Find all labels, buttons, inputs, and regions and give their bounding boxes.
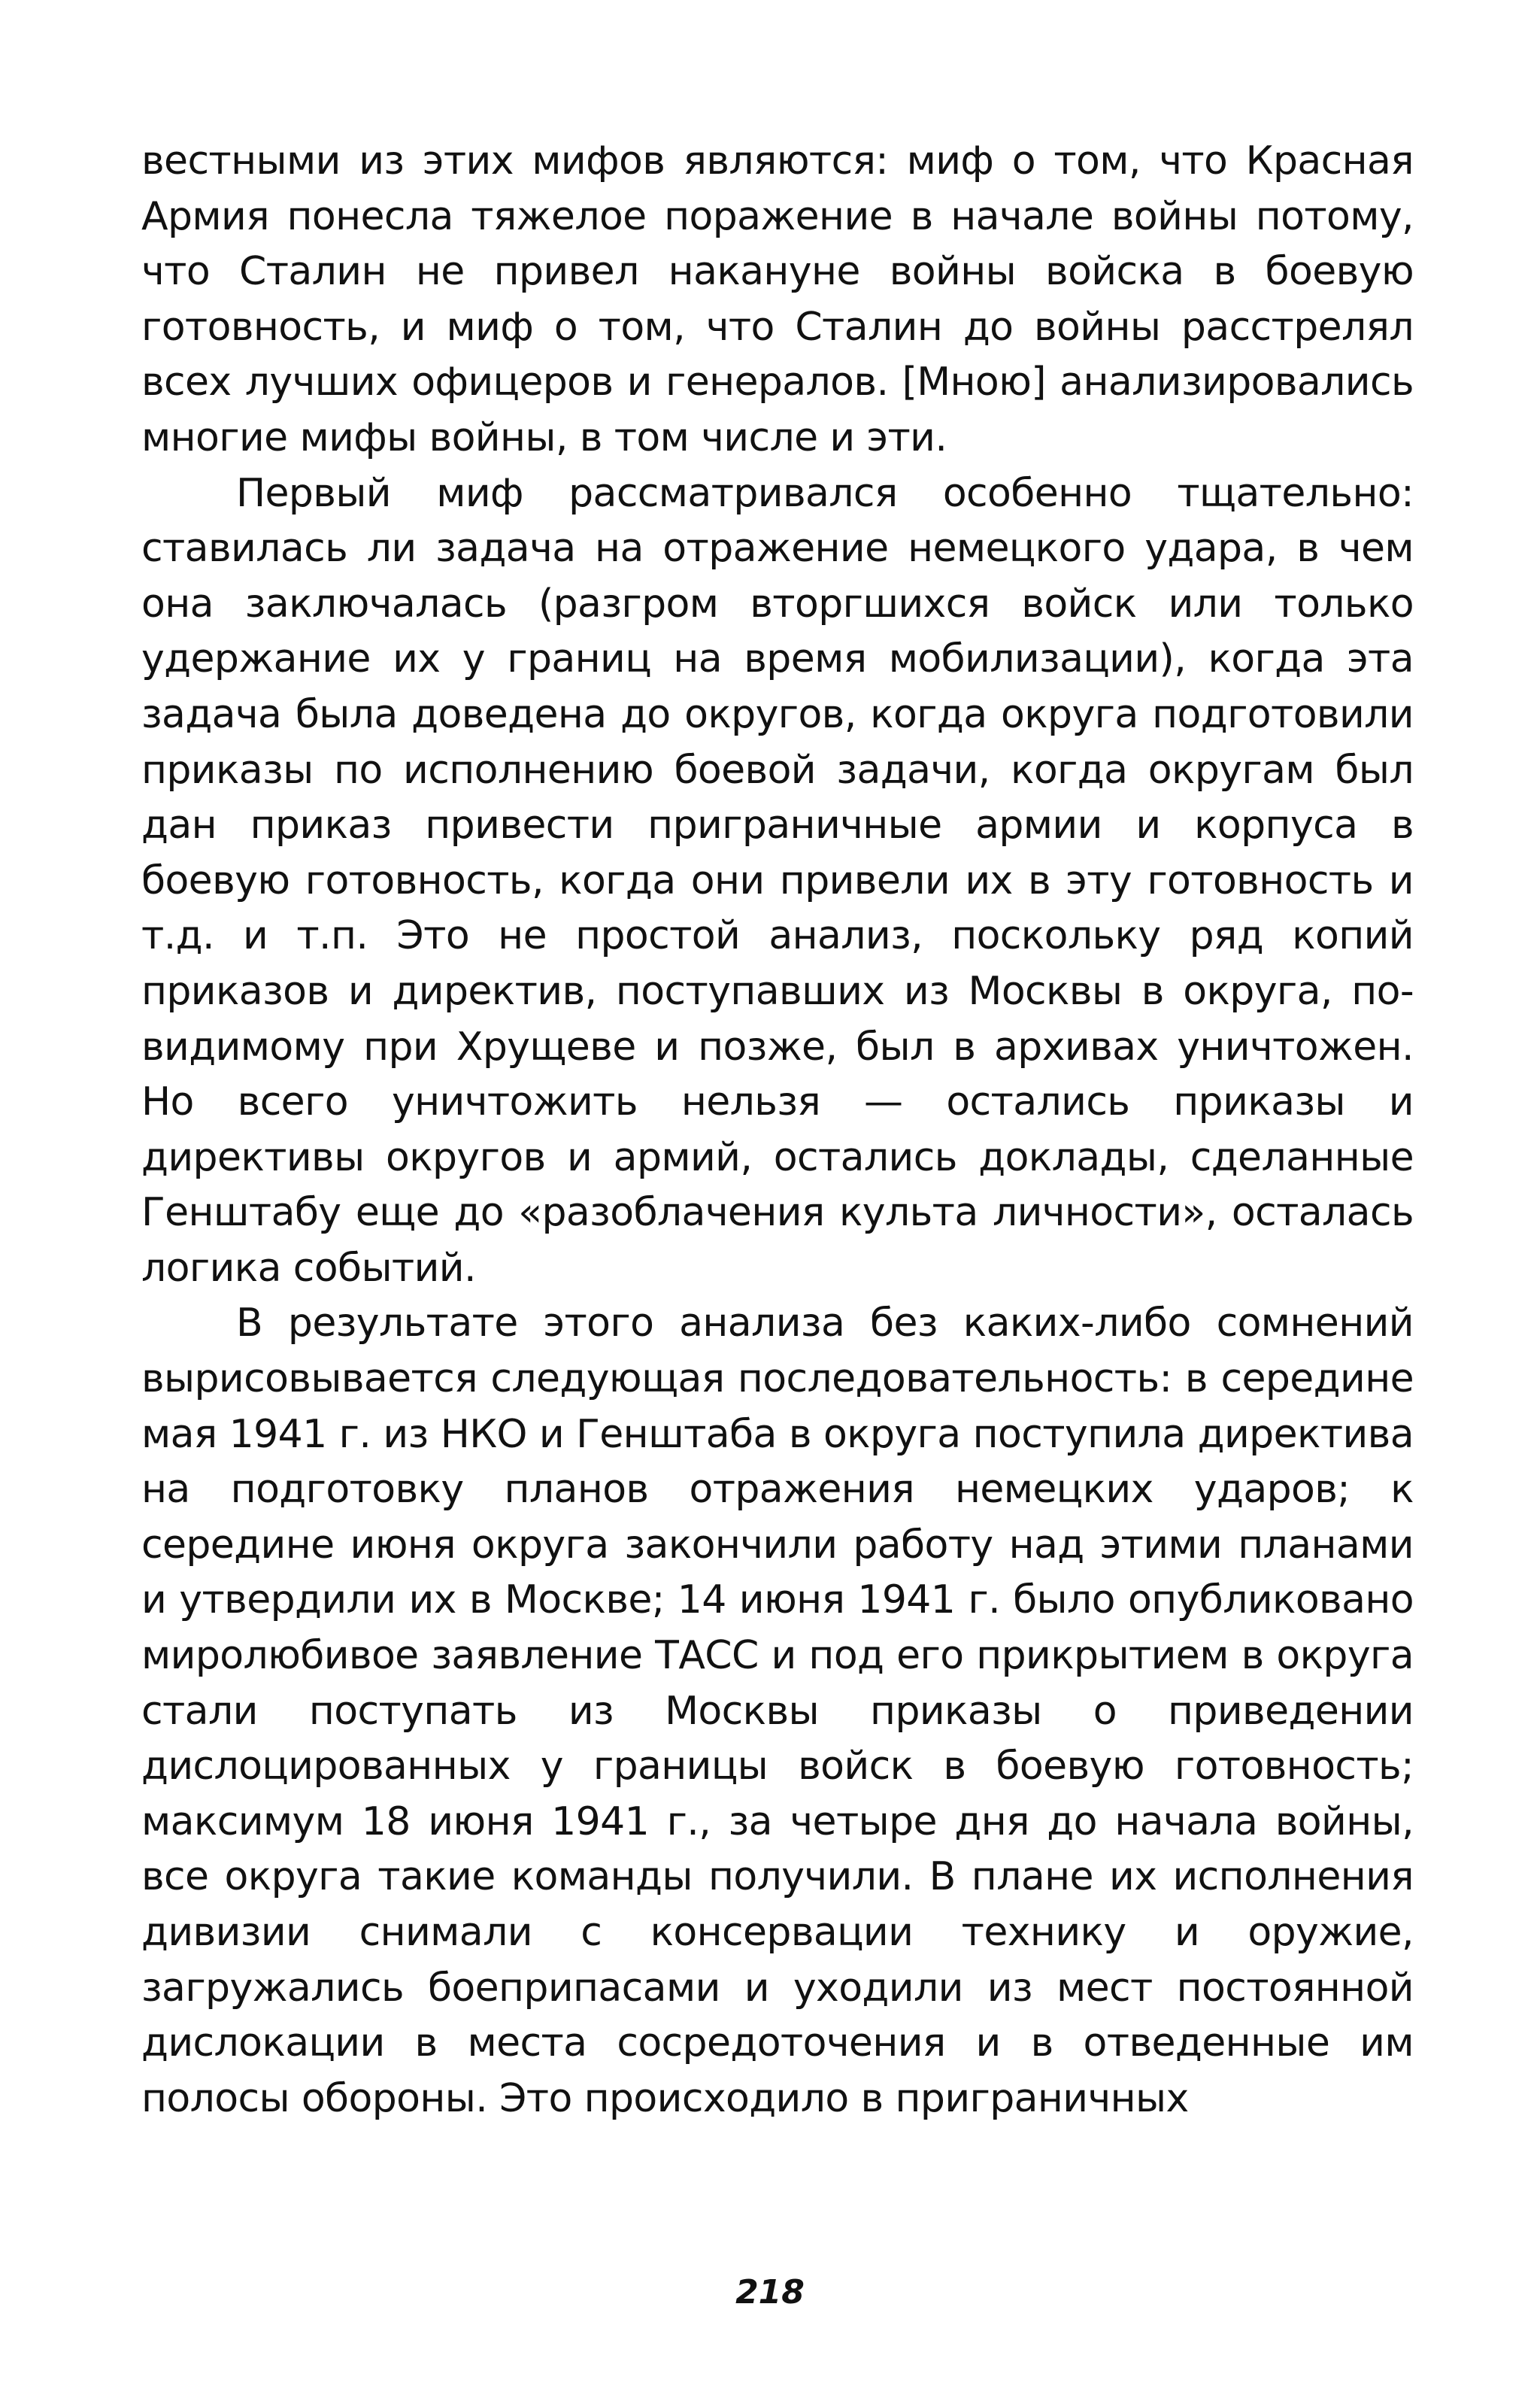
page-number: 218 (735, 2273, 805, 2311)
paragraph-analysis-result: В результате этого анализа без каких-либо сомнений вырисовывается следующая последовательность: в середине мая 1941 г. из НКО и Генштаба в округа поступила директива на подготовку планов отражения немецких ударов; к середине июня округа закончили работу над этими планами и утвердили их в Москве; 14 июня 1941 г. было опубликовано миролюбивое заявление ТАСС и под его прикрытием в округа стали поступать из Москвы приказы о приведении дислоцированных у границы войск в боевую готовность; максимум 18 июня 1941 г., за четыре дня до начала войны, все округа такие команды получили. В плане их исполнения дивизии снимали с консервации технику и оружие, загружались боеприпасами и уходили из мест постоянной дислокации в места сосредоточения и в отведенные им полосы обороны. Это происходило в приграничных (141, 1301, 1414, 2121)
body-text (141, 134, 1414, 2126)
paragraph-continuation: вестными из этих мифов являются: миф о том, что Красная Армия понесла тяжелое поражение в начале войны потому, что Сталин не привел накануне войны войска в боевую готовность, и миф о том, что Сталин до войны расстрелял всех лучших офицеров и генералов. [Мною] анализировались многие мифы войны, в том числе и эти. (141, 138, 1414, 460)
paragraph-first-myth: Первый миф рассматривался особенно тщательно: ставилась ли задача на отражение немецкого удара, в чем она заключалась (разгром вторгшихся войск или только удержание их у границ на время мобилизации), когда эта задача была доведена до округов, когда округа подготовили приказы по исполнению боевой задачи, когда округам был дан приказ привести приграничные армии и корпуса в боевую готовность, когда они привели их в эту готовность и т.д. и т.п. Это не простой анализ, поскольку ряд копий приказов и директив, поступавших из Москвы в округа, по-видимому при Хрущеве и позже, был в архивах уничтожен. Но всего уничтожить нельзя — остались приказы и директивы округов и армий, остались доклады, сделанные Генштабу еще до «разоблачения культа личности», осталась логика событий. (141, 470, 1414, 1291)
